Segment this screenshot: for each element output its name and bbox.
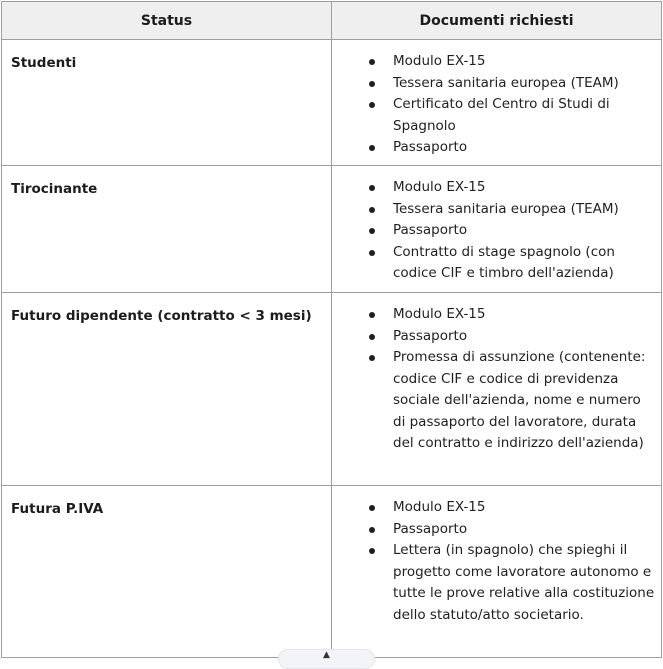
document-text: Passaporto <box>393 222 468 238</box>
list-item <box>332 304 657 326</box>
documents-cell <box>332 293 662 486</box>
documents-table <box>1 1 662 658</box>
document-text: Modulo EX-15 <box>393 179 486 195</box>
documents-list <box>332 51 657 159</box>
bullet-icon <box>369 505 375 511</box>
list-item <box>332 177 657 199</box>
list-item <box>332 347 657 455</box>
bullet-icon <box>369 59 375 65</box>
list-item <box>332 199 657 221</box>
bullet-icon <box>369 548 375 554</box>
documents-cell <box>332 166 662 293</box>
status-cell: Futuro dipendente (contratto < 3 mesi) <box>2 293 332 486</box>
documents-cell <box>332 486 662 658</box>
bullet-icon <box>369 250 375 256</box>
status-cell: Futura P.IVA <box>2 486 332 658</box>
scroll-to-top-button[interactable] <box>278 649 375 669</box>
document-text: Certificato del Centro di Studi di Spagnolo <box>393 96 610 134</box>
bullet-icon <box>369 228 375 234</box>
documents-list <box>332 304 657 455</box>
bullet-icon <box>369 185 375 191</box>
list-item <box>332 497 657 519</box>
bullet-icon <box>369 527 375 533</box>
document-text: Modulo EX-15 <box>393 499 486 515</box>
document-text: Contratto di stage spagnolo (con codice CIF e timbro dell'azienda) <box>393 243 615 281</box>
header-status: Status <box>2 2 332 40</box>
list-item <box>332 51 657 73</box>
document-text: Modulo EX-15 <box>393 53 486 69</box>
status-cell: Tirocinante <box>2 166 332 293</box>
list-item <box>332 242 657 285</box>
table-row <box>2 293 662 486</box>
chevron-up-icon: ▲ <box>323 650 330 660</box>
documents-cell <box>332 40 662 166</box>
list-item <box>332 540 657 626</box>
document-text: Tessera sanitaria europea (TEAM) <box>393 200 619 217</box>
list-item <box>332 94 657 137</box>
list-item <box>332 326 657 348</box>
bullet-icon <box>369 355 375 361</box>
table-header-row <box>2 2 662 40</box>
table-row <box>2 40 662 166</box>
table-row <box>2 486 662 658</box>
list-item <box>332 137 657 159</box>
bullet-icon <box>369 81 375 87</box>
documents-list <box>332 177 657 285</box>
header-documents: Documenti richiesti <box>332 2 662 40</box>
document-text: Passaporto <box>393 327 468 344</box>
documents-list <box>332 497 657 626</box>
bullet-icon <box>369 312 375 318</box>
list-item <box>332 220 657 242</box>
document-text: Lettera (in spagnolo) che spieghi il progetto come lavoratore autonomo e tutte le prove relative alla costituzione dello statuto/atto societario. <box>393 542 655 623</box>
document-text: Tessera sanitaria europea (TEAM) <box>393 74 619 91</box>
table-row <box>2 166 662 293</box>
document-text: Passaporto <box>393 139 468 155</box>
status-cell: Studenti <box>2 40 332 166</box>
list-item <box>332 519 657 541</box>
bullet-icon <box>369 207 375 213</box>
list-item <box>332 73 657 95</box>
document-text: Modulo EX-15 <box>393 306 486 322</box>
document-text: Promessa di assunzione (contenente: codice CIF e codice di previdenza sociale dell'azienda, nome e numero di passaporto del lavoratore, durata del contratto e indirizzo dell'azienda) <box>393 349 646 451</box>
bullet-icon <box>369 102 375 108</box>
document-text: Passaporto <box>393 520 468 537</box>
bullet-icon <box>369 145 375 151</box>
bullet-icon <box>369 334 375 340</box>
